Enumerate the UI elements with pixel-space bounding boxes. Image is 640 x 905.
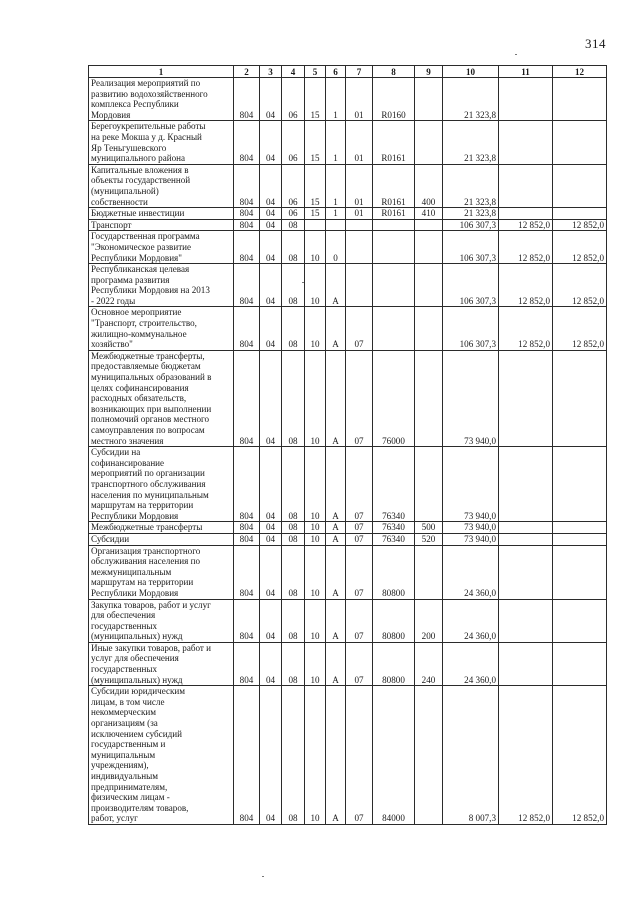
cell-event-code [346, 264, 373, 307]
cell-section-code: 04 [260, 264, 282, 307]
cell-amount-2 [499, 350, 553, 446]
cell-amount-1: 106 307,3 [443, 231, 499, 264]
column-header: 1 [89, 66, 234, 78]
cell-amount-2: 12 852,0 [499, 219, 553, 231]
cell-ministry-code: 804 [234, 599, 260, 642]
cell-amount-2 [499, 642, 553, 685]
table-row [89, 522, 607, 534]
cell-section-code: 04 [260, 78, 282, 121]
cell-expense-type [415, 264, 443, 307]
table-row [89, 231, 607, 264]
cell-amount-3: 12 852,0 [553, 264, 607, 307]
cell-direction-code [373, 231, 415, 264]
column-header: 6 [326, 66, 346, 78]
row-name-cell: Субсидии юридическим лицам, в том числе некоммерческим организациям (за исключением субсидий государственным и муниципальным учреждениям), индивидуальным предпринимателям, физическим лицам - производителям товаров, работ, услуг [89, 686, 234, 825]
cell-program-code: 15 [305, 164, 326, 207]
cell-amount-2 [499, 599, 553, 642]
cell-amount-3: 12 852,0 [553, 307, 607, 350]
cell-expense-type [415, 447, 443, 522]
cell-expense-type: 400 [415, 164, 443, 207]
cell-expense-type [415, 231, 443, 264]
row-name-cell: Берегоукрепительные работы на реке Мокша у д. Красный Яр Теньгушевского муниципального района [89, 121, 234, 164]
cell-amount-3 [553, 78, 607, 121]
cell-expense-type [415, 219, 443, 231]
cell-direction-code: 80800 [373, 642, 415, 685]
cell-subprogram-code: А [326, 545, 346, 599]
cell-expense-type: 410 [415, 208, 443, 220]
cell-ministry-code: 804 [234, 231, 260, 264]
cell-program-code: 15 [305, 121, 326, 164]
cell-subsection-code: 06 [282, 78, 305, 121]
cell-section-code: 04 [260, 231, 282, 264]
cell-amount-3 [553, 350, 607, 446]
cell-event-code: 07 [346, 545, 373, 599]
cell-event-code: 07 [346, 350, 373, 446]
cell-amount-2 [499, 121, 553, 164]
cell-section-code: 04 [260, 350, 282, 446]
cell-section-code: 04 [260, 545, 282, 599]
table-row [89, 121, 607, 164]
cell-amount-3 [553, 447, 607, 522]
cell-amount-2: 12 852,0 [499, 307, 553, 350]
table-row [89, 599, 607, 642]
table-row [89, 264, 607, 307]
cell-program-code: 10 [305, 686, 326, 825]
cell-direction-code: 80800 [373, 545, 415, 599]
cell-amount-2: 12 852,0 [499, 686, 553, 825]
cell-amount-2 [499, 164, 553, 207]
cell-subprogram-code [326, 219, 346, 231]
column-header: 2 [234, 66, 260, 78]
cell-direction-code: 80800 [373, 599, 415, 642]
cell-amount-3 [553, 121, 607, 164]
cell-subprogram-code: 0 [326, 231, 346, 264]
cell-expense-type: 240 [415, 642, 443, 685]
row-name-cell: Бюджетные инвестиции [89, 208, 234, 220]
column-header: 12 [553, 66, 607, 78]
cell-subprogram-code: А [326, 522, 346, 534]
column-header: 9 [415, 66, 443, 78]
table-row [89, 350, 607, 446]
cell-amount-1: 106 307,3 [443, 307, 499, 350]
column-header: 4 [282, 66, 305, 78]
cell-amount-3 [553, 164, 607, 207]
cell-ministry-code: 804 [234, 164, 260, 207]
cell-section-code: 04 [260, 121, 282, 164]
table-row [89, 447, 607, 522]
cell-direction-code: R0161 [373, 164, 415, 207]
cell-subsection-code: 08 [282, 231, 305, 264]
cell-direction-code [373, 307, 415, 350]
cell-ministry-code: 804 [234, 264, 260, 307]
cell-program-code: 10 [305, 447, 326, 522]
cell-subprogram-code: А [326, 307, 346, 350]
cell-amount-2 [499, 545, 553, 599]
cell-program-code: 10 [305, 231, 326, 264]
row-name-cell: Государственная программа "Экономическое развитие Республики Мордовия" [89, 231, 234, 264]
cell-amount-2: 12 852,0 [499, 264, 553, 307]
row-name-cell: Закупка товаров, работ и услуг для обеспечения государственных (муниципальных) нужд [89, 599, 234, 642]
cell-direction-code: R0161 [373, 208, 415, 220]
cell-subsection-code: 08 [282, 264, 305, 307]
cell-event-code [346, 231, 373, 264]
cell-amount-1: 24 360,0 [443, 599, 499, 642]
cell-amount-2 [499, 447, 553, 522]
row-name-cell: Реализация мероприятий по развитию водохозяйственного комплекса Республики Мордовия [89, 78, 234, 121]
cell-expense-type [415, 121, 443, 164]
cell-program-code: 10 [305, 522, 326, 534]
cell-ministry-code: 804 [234, 307, 260, 350]
cell-expense-type [415, 686, 443, 825]
column-header: 11 [499, 66, 553, 78]
cell-section-code: 04 [260, 642, 282, 685]
cell-program-code: 10 [305, 307, 326, 350]
cell-expense-type [415, 307, 443, 350]
cell-ministry-code: 804 [234, 208, 260, 220]
cell-subsection-code: 06 [282, 121, 305, 164]
cell-ministry-code: 804 [234, 447, 260, 522]
cell-amount-1: 21 323,8 [443, 164, 499, 207]
cell-subprogram-code: А [326, 533, 346, 545]
row-name-cell: Субсидии [89, 533, 234, 545]
cell-expense-type [415, 545, 443, 599]
table-header-row [89, 66, 607, 78]
cell-amount-3 [553, 599, 607, 642]
row-name-cell: Межбюджетные трансферты [89, 522, 234, 534]
cell-section-code: 04 [260, 686, 282, 825]
cell-subprogram-code: А [326, 264, 346, 307]
cell-subsection-code: 08 [282, 350, 305, 446]
cell-program-code: 10 [305, 642, 326, 685]
cell-amount-1: 21 323,8 [443, 121, 499, 164]
cell-subsection-code: 08 [282, 522, 305, 534]
row-name-cell: Транспорт [89, 219, 234, 231]
cell-subsection-code: 08 [282, 545, 305, 599]
table-row [89, 78, 607, 121]
cell-expense-type [415, 78, 443, 121]
cell-ministry-code: 804 [234, 545, 260, 599]
cell-section-code: 04 [260, 307, 282, 350]
cell-expense-type [415, 350, 443, 446]
cell-subsection-code: 08 [282, 599, 305, 642]
cell-subprogram-code: А [326, 350, 346, 446]
cell-amount-3 [553, 533, 607, 545]
cell-amount-1: 24 360,0 [443, 642, 499, 685]
cell-amount-2: 12 852,0 [499, 231, 553, 264]
cell-amount-3 [553, 642, 607, 685]
cell-amount-3 [553, 208, 607, 220]
cell-amount-2 [499, 522, 553, 534]
cell-amount-1: 73 940,0 [443, 447, 499, 522]
cell-event-code: 07 [346, 447, 373, 522]
cell-direction-code: R0160 [373, 78, 415, 121]
cell-subsection-code: 08 [282, 642, 305, 685]
cell-direction-code: 76340 [373, 522, 415, 534]
row-name-cell: Организация транспортного обслуживания населения по межмуниципальным маршрутам на территории Республики Мордовия [89, 545, 234, 599]
cell-amount-3 [553, 522, 607, 534]
cell-amount-1: 21 323,8 [443, 78, 499, 121]
cell-ministry-code: 804 [234, 219, 260, 231]
cell-amount-1: 8 007,3 [443, 686, 499, 825]
cell-section-code: 04 [260, 533, 282, 545]
cell-event-code: 01 [346, 121, 373, 164]
cell-subsection-code: 08 [282, 533, 305, 545]
column-header: 5 [305, 66, 326, 78]
cell-event-code: 07 [346, 686, 373, 825]
table-row [89, 545, 607, 599]
row-name-cell: Капитальные вложения в объекты государственной (муниципальной) собственности [89, 164, 234, 207]
cell-expense-type: 520 [415, 533, 443, 545]
scan-speck [262, 876, 264, 877]
cell-program-code: 15 [305, 208, 326, 220]
column-header: 8 [373, 66, 415, 78]
table-row [89, 164, 607, 207]
cell-amount-1: 73 940,0 [443, 522, 499, 534]
cell-ministry-code: 804 [234, 522, 260, 534]
cell-direction-code: 76000 [373, 350, 415, 446]
cell-section-code: 04 [260, 164, 282, 207]
cell-ministry-code: 804 [234, 78, 260, 121]
cell-amount-1: 106 307,3 [443, 264, 499, 307]
cell-direction-code: 76340 [373, 533, 415, 545]
cell-amount-1: 73 940,0 [443, 533, 499, 545]
cell-subprogram-code: 1 [326, 121, 346, 164]
cell-ministry-code: 804 [234, 533, 260, 545]
table-row [89, 208, 607, 220]
table-row [89, 533, 607, 545]
table-row [89, 686, 607, 825]
cell-amount-3: 12 852,0 [553, 219, 607, 231]
cell-section-code: 04 [260, 599, 282, 642]
cell-amount-3: 12 852,0 [553, 231, 607, 264]
cell-expense-type: 200 [415, 599, 443, 642]
cell-subprogram-code: А [326, 599, 346, 642]
column-header: 3 [260, 66, 282, 78]
cell-amount-2 [499, 533, 553, 545]
cell-subprogram-code: 1 [326, 164, 346, 207]
cell-amount-1: 24 360,0 [443, 545, 499, 599]
cell-expense-type: 500 [415, 522, 443, 534]
cell-direction-code: 84000 [373, 686, 415, 825]
cell-program-code: 10 [305, 350, 326, 446]
cell-event-code: 07 [346, 522, 373, 534]
cell-event-code: 01 [346, 164, 373, 207]
cell-subsection-code: 06 [282, 208, 305, 220]
cell-section-code: 04 [260, 522, 282, 534]
cell-amount-1: 106 307,3 [443, 219, 499, 231]
cell-subprogram-code: А [326, 642, 346, 685]
cell-subsection-code: 06 [282, 164, 305, 207]
row-name-cell: Основное мероприятие "Транспорт, строительство, жилищно-коммунальное хозяйство" [89, 307, 234, 350]
cell-ministry-code: 804 [234, 121, 260, 164]
cell-ministry-code: 804 [234, 642, 260, 685]
cell-event-code [346, 219, 373, 231]
row-name-cell: Республиканская целевая программа развития Республики Мордовия на 2013 - 2022 годы [89, 264, 234, 307]
table-row [89, 307, 607, 350]
cell-direction-code [373, 264, 415, 307]
cell-section-code: 04 [260, 219, 282, 231]
cell-direction-code: 76340 [373, 447, 415, 522]
column-header: 10 [443, 66, 499, 78]
page-number: 314 [585, 36, 606, 51]
cell-subprogram-code: А [326, 686, 346, 825]
cell-event-code: 07 [346, 307, 373, 350]
cell-program-code [305, 219, 326, 231]
cell-program-code: 10 [305, 599, 326, 642]
row-name-cell: Иные закупки товаров, работ и услуг для обеспечения государственных (муниципальных) нужд [89, 642, 234, 685]
cell-program-code: 15 [305, 78, 326, 121]
cell-ministry-code: 804 [234, 350, 260, 446]
cell-subprogram-code: 1 [326, 208, 346, 220]
cell-event-code: 07 [346, 533, 373, 545]
cell-subsection-code: 08 [282, 307, 305, 350]
scan-speck [515, 54, 517, 55]
cell-direction-code: R0161 [373, 121, 415, 164]
cell-program-code: 10 [305, 545, 326, 599]
cell-section-code: 04 [260, 208, 282, 220]
cell-subsection-code: 08 [282, 219, 305, 231]
cell-program-code: 10 [305, 264, 326, 307]
cell-event-code: 07 [346, 599, 373, 642]
cell-amount-2 [499, 208, 553, 220]
cell-direction-code [373, 219, 415, 231]
cell-amount-3: 12 852,0 [553, 686, 607, 825]
row-name-cell: Межбюджетные трансферты, предоставляемые бюджетам муниципальных образований в целях софинансирования расходных обязательств, возникающих при выполнении полномочий органов местного самоуправления по вопросам местного значения [89, 350, 234, 446]
budget-table [88, 65, 607, 825]
cell-amount-1: 73 940,0 [443, 350, 499, 446]
cell-amount-1: 21 323,8 [443, 208, 499, 220]
cell-subsection-code: 08 [282, 686, 305, 825]
cell-ministry-code: 804 [234, 686, 260, 825]
cell-program-code: 10 [305, 533, 326, 545]
row-name-cell: Субсидии на софинансирование мероприятий по организации транспортного обслуживания населения по муниципальным маршрутам на территории Республики Мордовия [89, 447, 234, 522]
cell-amount-3 [553, 545, 607, 599]
cell-subsection-code: 08 [282, 447, 305, 522]
cell-section-code: 04 [260, 447, 282, 522]
cell-event-code: 07 [346, 642, 373, 685]
cell-subprogram-code: 1 [326, 78, 346, 121]
cell-event-code: 01 [346, 78, 373, 121]
cell-amount-2 [499, 78, 553, 121]
column-header: 7 [346, 66, 373, 78]
table-row [89, 219, 607, 231]
table-row [89, 642, 607, 685]
cell-subprogram-code: А [326, 447, 346, 522]
cell-event-code: 01 [346, 208, 373, 220]
